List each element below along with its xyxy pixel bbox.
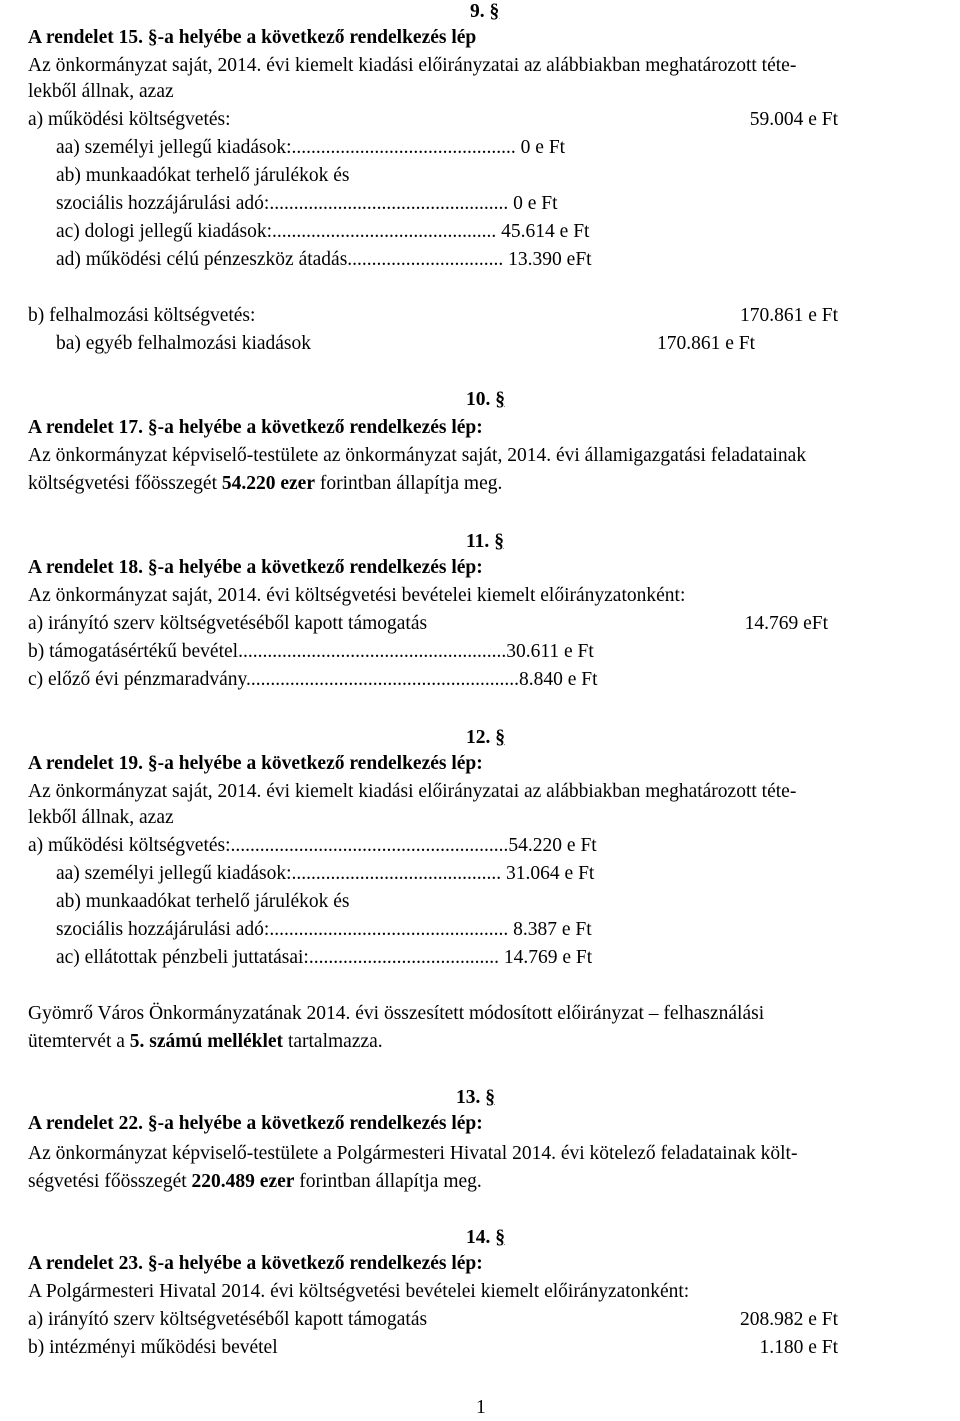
s12-ac: ac) ellátottak pénzbeli juttatásai:....................................... 14.769 e Ft	[56, 947, 593, 968]
s12-a: a) működési költségvetés:.........................................................54.220 e Ft	[28, 835, 597, 856]
paragraph-sign-icon: §	[147, 1113, 158, 1134]
s14-intro: A Polgármesteri Hivatal 2014. évi költségvetési bevételei kiemelt előirányzatonként:	[28, 1281, 690, 1302]
s10-paragraph-2: költségvetési főösszegét 54.220 ezer forintban állapítja meg.	[28, 473, 503, 494]
paragraph-sign-icon: §	[489, 1, 500, 22]
section-10-title: A rendelet 17. §-a helyébe a következő rendelkezés lép:	[28, 417, 483, 438]
s14-b-label: b) intézményi működési bevétel	[28, 1337, 278, 1358]
paragraph-sign-icon: §	[485, 1087, 495, 1108]
section-14-title: A rendelet 23. §-a helyébe a következő rendelkezés lép:	[28, 1253, 483, 1274]
s9-b-value: 170.861 e Ft	[739, 305, 838, 326]
s9-ac: ac) dologi jellegű kiadások:.............................................. 45.614 e Ft	[56, 221, 590, 242]
s12-intro-2: lekből állnak, azaz	[28, 807, 174, 828]
section-9-title: A rendelet 15. §-a helyébe a következő rendelkezés lép	[28, 27, 477, 48]
paragraph-sign-icon: §	[495, 389, 505, 410]
paragraph-sign-icon: §	[495, 727, 505, 748]
s9-ab-1: ab) munkaadókat terhelő járulékok és	[56, 165, 350, 186]
s9-ba-label: ba) egyéb felhalmozási kiadások	[56, 333, 312, 354]
s11-c: c) előző évi pénzmaradvány........................................................8.840 e Ft	[28, 669, 598, 690]
s9-ab-2: szociális hozzájárulási adó:................................................. 0 e Ft	[56, 193, 558, 214]
s9-intro-2: lekből állnak, azaz	[28, 81, 174, 102]
paragraph-sign-icon: §	[147, 753, 158, 774]
section-14-heading: 14. §	[466, 1227, 505, 1248]
section-13-heading: 13. §	[456, 1087, 495, 1108]
s12-paragraph-1: Gyömrő Város Önkormányzatának 2014. évi összesített módosított előirányzat – felhasználási	[28, 1003, 765, 1024]
s13-paragraph-2: ségvetési főösszegét 220.489 ezer forintban állapítja meg.	[28, 1171, 482, 1192]
s11-intro: Az önkormányzat saját, 2014. évi költségvetési bevételei kiemelt előirányzatonként:	[28, 585, 686, 606]
paragraph-sign-icon: §	[147, 417, 158, 438]
section-11-title: A rendelet 18. §-a helyébe a következő rendelkezés lép:	[28, 557, 483, 578]
s11-a-label: a) irányító szerv költségvetéséből kapott támogatás	[28, 613, 428, 634]
s12-ab-2: szociális hozzájárulási adó:................................................. 8.387 e Ft	[56, 919, 592, 940]
s12-aa: aa) személyi jellegű kiadások:........................................... 31.064 e Ft	[56, 863, 595, 884]
section-12-title: A rendelet 19. §-a helyébe a következő rendelkezés lép:	[28, 753, 483, 774]
s9-ad: ad) működési célú pénzeszköz átadás................................ 13.390 eFt	[56, 249, 592, 270]
s9-ba-value: 170.861 e Ft	[656, 333, 755, 354]
s9-a-value: 59.004 e Ft	[749, 109, 838, 130]
s12-paragraph-2: ütemtervét a 5. számú melléklet tartalmazza.	[28, 1031, 383, 1052]
paragraph-sign-icon: §	[147, 1253, 158, 1274]
paragraph-sign-icon: §	[147, 27, 158, 48]
s14-a-label: a) irányító szerv költségvetéséből kapott támogatás	[28, 1309, 428, 1330]
s14-b-value: 1.180 e Ft	[759, 1337, 838, 1358]
section-13-title: A rendelet 22. §-a helyébe a következő rendelkezés lép:	[28, 1113, 483, 1134]
s10-paragraph-1: Az önkormányzat képviselő-testülete az önkormányzat saját, 2014. évi államigazgatási feladatainak	[28, 445, 807, 466]
section-11-heading: 11. §	[466, 531, 504, 552]
paragraph-sign-icon: §	[494, 531, 504, 552]
s12-ab-1: ab) munkaadókat terhelő járulékok és	[56, 891, 350, 912]
s12-intro-1: Az önkormányzat saját, 2014. évi kiemelt kiadási előirányzatai az alábbiakban meghatározott téte-	[28, 781, 797, 802]
s11-a-value: 14.769 eFt	[744, 613, 828, 634]
paragraph-sign-icon: §	[147, 557, 158, 578]
section-9-heading: 9. §	[470, 1, 500, 22]
s14-a-value: 208.982 e Ft	[739, 1309, 838, 1330]
s9-b-label: b) felhalmozási költségvetés:	[28, 305, 256, 326]
s9-aa: aa) személyi jellegű kiadások:.............................................. 0 e Ft	[56, 137, 566, 158]
paragraph-sign-icon: §	[495, 1227, 505, 1248]
page-number: 1	[476, 1397, 486, 1418]
s13-paragraph-1: Az önkormányzat képviselő-testülete a Polgármesteri Hivatal 2014. évi kötelező feladatainak költ-	[28, 1143, 798, 1164]
section-10-heading: 10. §	[466, 389, 505, 410]
s11-b: b) támogatásértékű bevétel.......................................................30.611 e Ft	[28, 641, 594, 662]
section-12-heading: 12. §	[466, 727, 505, 748]
s9-intro-1: Az önkormányzat saját, 2014. évi kiemelt kiadási előirányzatai az alábbiakban meghatározott téte-	[28, 55, 797, 76]
s9-a-label: a) működési költségvetés:	[28, 109, 231, 130]
